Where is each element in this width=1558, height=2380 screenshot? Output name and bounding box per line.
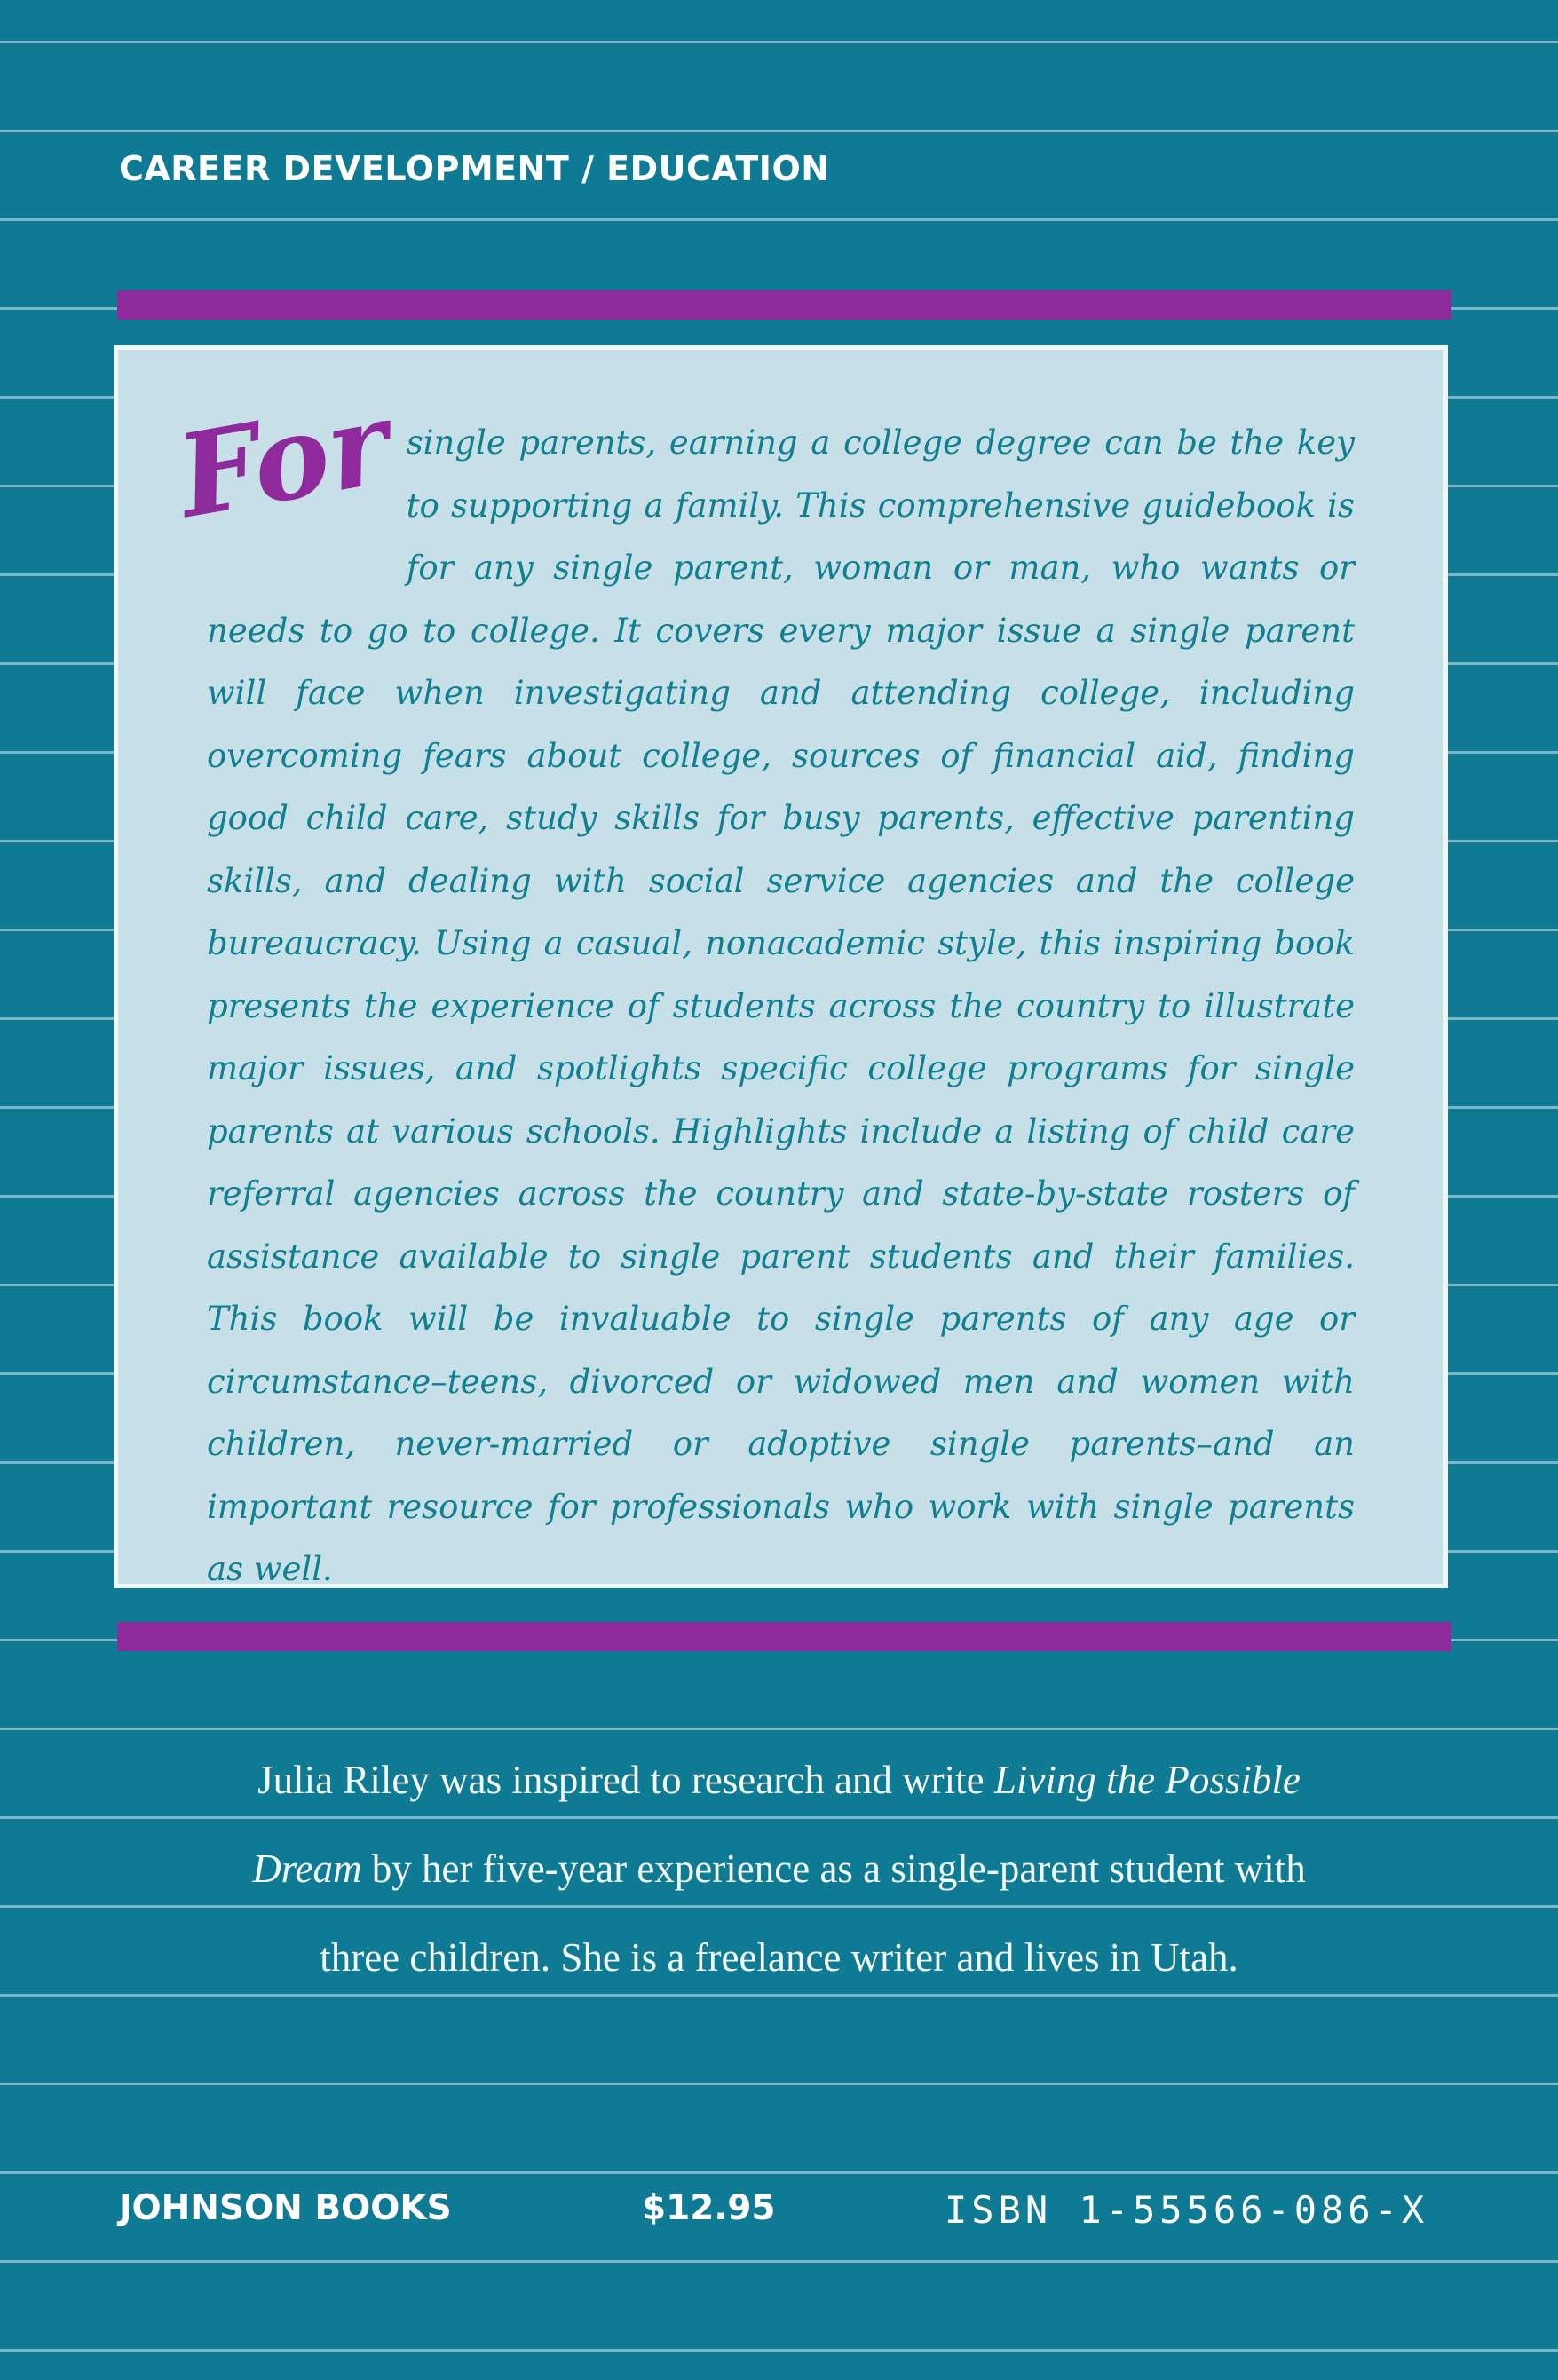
drop-cap-for: For <box>168 376 399 544</box>
blurb-paragraph <box>168 376 1355 1601</box>
top-accent-bar <box>117 290 1451 320</box>
author-bio-intro: Julia Riley was inspired to research and write <box>257 1758 994 1802</box>
bottom-accent-bar <box>117 1622 1451 1651</box>
isbn-label: ISBN 1-55566-086-X <box>945 2188 1429 2232</box>
price-label: $12.95 <box>642 2188 776 2228</box>
blurb-body: single parents, earning a college degree can be the key to supporting a family. This comprehensive guidebook is for any single parent, woman or man, who wants or needs to go to college. It covers every major issue a single parent will face when investigating and attending college, including overcoming fears about college, sources of financial aid, finding good child care, study skills for busy parents, effective parenting skills, and dealing with social service agencies and the college bureaucracy. Using a casual, nonacademic style, this inspiring book presents the experience of students across the country to illustrate major issues, and spotlights specific college programs for single parents at various schools. Highlights include a listing of child care referral agencies across the country and state-by-state rosters of assistance available to single parent students and their families. This book will be invaluable to single parents of any age or circumstance–teens, divorced or widowed men and women with children, never-married or adoptive single parents–and an important resource for professionals who work with single parents as well. <box>207 423 1355 1588</box>
author-bio <box>222 1736 1336 2002</box>
book-title: Living the Possible Dream <box>252 1758 1301 1891</box>
blurb-box <box>114 345 1448 1588</box>
category-label: CAREER DEVELOPMENT / EDUCATION <box>119 149 830 188</box>
author-bio-rest: by her five-year experience as a single-parent student with three children. She is a freelance writer and lives in Utah. <box>320 1846 1306 1980</box>
publisher-name: JOHNSON BOOKS <box>119 2188 452 2228</box>
